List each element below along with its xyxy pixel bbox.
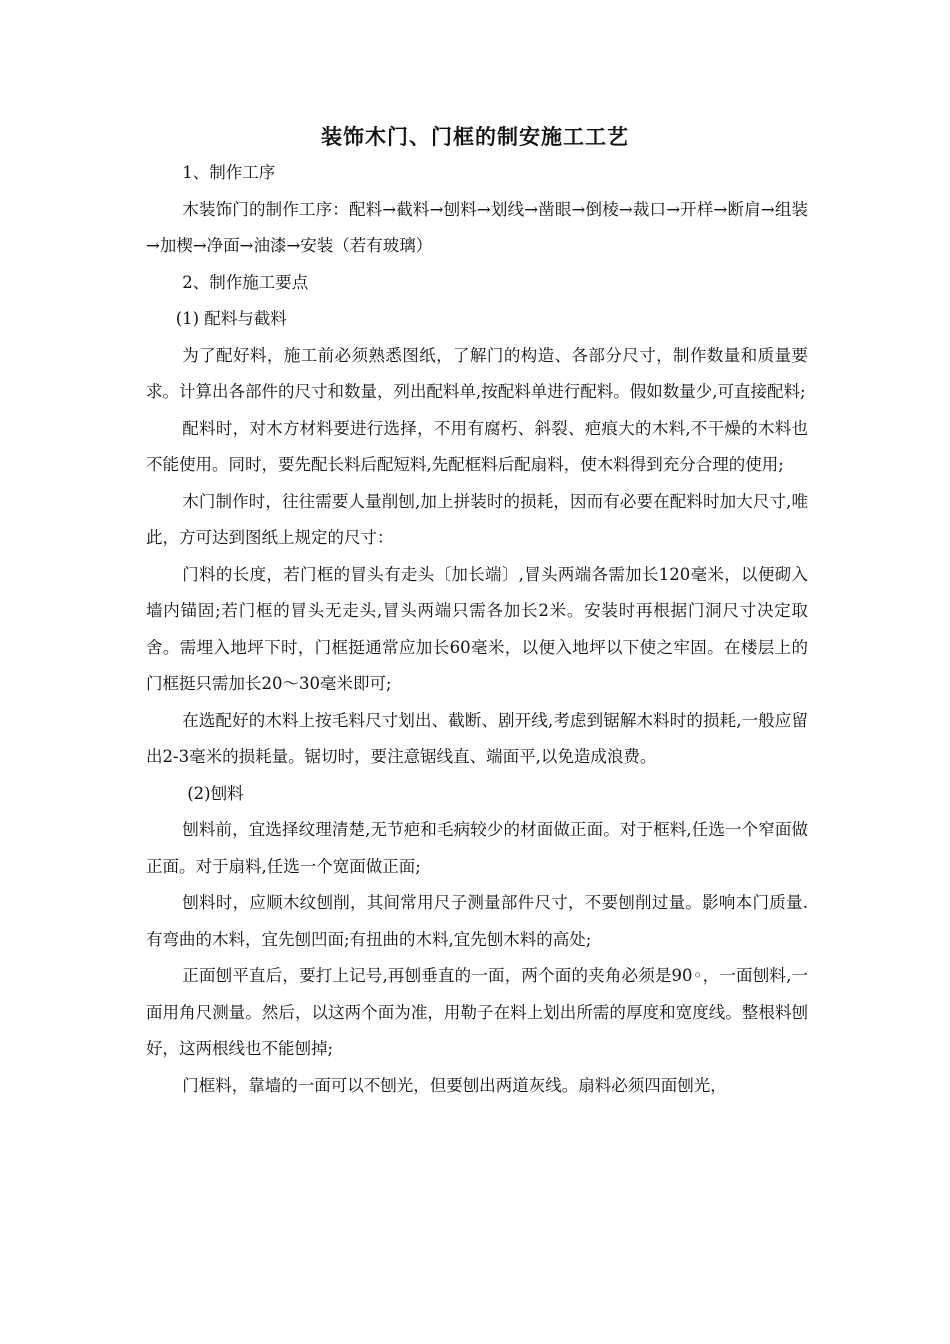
paragraph-planing-face: 刨料前，宜选择纹理清楚,无节疤和毛病较少的材面做正面。对于框料,任选一个窄面做正面。对于扇料,任选一个宽面做正面; — [146, 820, 808, 876]
paragraph-process: 木装饰门的制作工序：配料→截料→刨料→划线→凿眼→倒棱→裁口→开样→断肩→组装→加楔→净面→油漆→安装（若有玻璃） — [146, 199, 808, 255]
paragraph-cutting: 在选配好的木料上按毛料尺寸划出、截断、剧开线,考虑到锯解木料时的损耗,一般应留出2-3毫米的损耗量。锯切时，要注意锯线直、端面平,以免造成浪费。 — [146, 710, 808, 766]
paragraph-material-prep: 为了配好料，施工前必须熟悉图纸，了解门的构造、各部分尺寸，制作数量和质量要求。计算出各部件的尺寸和数量，列出配料单,按配料单进行配料。假如数量少,可直接配料; — [146, 345, 808, 401]
document-body — [146, 155, 808, 1104]
paragraph-frame-planing: 门框料，靠墙的一面可以不刨光，但要刨出两道灰线。扇料必须四面刨光， — [182, 1075, 727, 1095]
paragraph-material-selection: 配料时，对木方材料要进行选择，不用有腐朽、斜裂、疤痕大的木料,不干燥的木料也不能使用。同时，要先配长料后配短料,先配框料后配扇料，使木料得到充分合理的使用; — [146, 418, 808, 474]
section-heading-1: 1、制作工序 — [182, 163, 276, 182]
paragraph-planing-angle: 正面刨平直后，要打上记号,再刨垂直的一面，两个面的夹角必须是90◦，一面刨料,一面用角尺测量。然后，以这两个面为准，用勒子在料上划出所需的厚度和宽度线。整根料刨好，这两根线也不能刨掉; — [146, 966, 808, 1058]
paragraph-size-allowance: 木门制作时，往往需要人量削刨,加上拼装时的损耗，因而有必要在配料时加大尺寸,唯此，方可达到图纸上规定的尺寸： — [146, 491, 808, 547]
subsection-heading-2: (2)刨料 — [187, 783, 244, 803]
section-heading-2: 2、制作施工要点 — [182, 272, 309, 292]
paragraph-planing-grain: 刨料时，应顺木纹刨削，其间常用尺子测量部件尺寸，不要刨削过量。影响本门质量.有弯曲的木料，宜先刨凹面;有扭曲的木料,宜先刨木料的高处; — [146, 893, 808, 949]
subsection-heading-1: (1) 配料与截料 — [175, 309, 287, 328]
document-title: 装饰木门、门框的制安施工工艺 — [321, 125, 629, 149]
paragraph-door-length: 门料的长度，若门框的冒头有走头〔加长端〕,冒头两端各需加长120毫米，以便砌入墙内锚固;若门框的冒头无走头,冒头两端只需各加长2米。安装时再根据门洞尺寸决定取舍。需埋入地坪下时，门框挺通常应加长60毫米，以便入地坪以下使之牢固。在楼层上的门框挺只需加长20～30毫米即可; — [146, 564, 808, 693]
